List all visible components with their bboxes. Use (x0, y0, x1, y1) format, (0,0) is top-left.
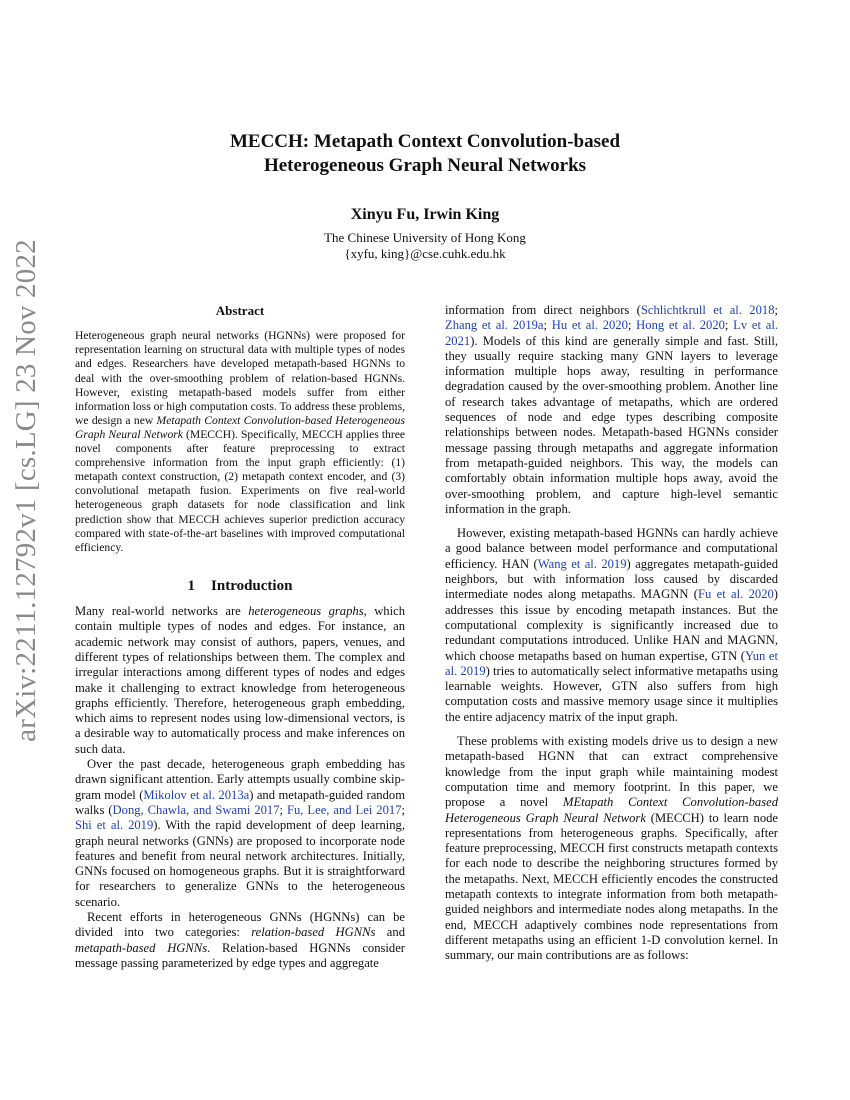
citation-link[interactable]: Schlichtkrull et al. 2018 (640, 303, 775, 317)
left-column (75, 303, 405, 971)
section-heading-introduction (75, 579, 405, 594)
email: {xyfu, king}@cse.cuhk.edu.hk (344, 246, 506, 261)
intro-paragraph-3: Recent efforts in heterogeneous GNNs (HGNNs) can be divided into two categories: relation-based HGNNs and metapath-based HGNNs. Relation-based HGNNs consider message passing parameterized by edge types and aggregate (75, 910, 405, 970)
citation-link[interactable]: Mikolov et al. 2013a (143, 787, 250, 802)
citation-link[interactable]: Lv et al. 2021 (445, 318, 778, 348)
right-column (445, 303, 778, 963)
paper-title (75, 130, 775, 178)
citation-link[interactable]: Yun et al. 2019 (445, 648, 779, 678)
citation-link[interactable]: Hu et al. 2020 (551, 318, 628, 333)
authors: Xinyu Fu, Irwin King (350, 206, 500, 223)
paper-title-line-1: MECCH: Metapath Context Convolution-based (229, 131, 621, 152)
intro-paragraph-4: However, existing metapath-based HGNNs can hardly achieve a good balance between model performance and computational efficiency. HAN (Wang et al. 2019) aggregates metapath-guided neighbors, but with information loss caused by discarded intermediate nodes along metapaths. MAGNN (Fu et al. 2020) addresses this issue by encoding metapath instances. But the computational complexity is significantly increased due to redundant computations introduced. Unlike HAN and MAGNN, which choose metapaths based on human expertise, GTN (Yun et al. 2019) tries to automatically select informative metapaths using learnable weights. However, GTN also suffers from high computation costs and massive memory usage since it multiplies the entire adjacency matrix of the input graph. (445, 526, 779, 724)
intro-paragraph-3-continued: information from direct neighbors (Schlichtkrull et al. 2018; Zhang et al. 2019a; Hu et al. 2020; Hong et al. 2020; Lv et al. 2021). Models of this kind are generally simple and fast. Still, they usually require stacking many GNN layers to leverage information multiple hops away, resulting in performance degradation caused by the over-smoothing problem. Another line of research takes advantage of metapaths, which are ordered sequences of node and edge types describing composite relationships between nodes. Metapath-based HGNNs consider message passing through metapaths and aggregate information from metapath-guided neighbors. This way, the models can comfortably obtain information multiple hops away, avoid the over-smoothing problem, and capture high-level semantic information in the graph. (445, 303, 778, 516)
intro-paragraph-5: These problems with existing models drive us to design a new metapath-based HGNN that can extract comprehensive knowledge from the input graph while maintaining modest computation time and memory footprint. In this paper, we propose a novel MEtapath Context Convolution-based Heterogeneous Graph Neural Network (MECCH) to learn node representations from heterogeneous graphs. Specifically, after feature preprocessing, MECCH first constructs metapath contexts for each node to describe the neighboring structures formed by the metapaths. Next, MECCH efficiently encodes the constructed metapath contexts to integrate information from both metapath-guided neighbors and intermediate nodes along metapaths. In the end, MECCH adaptively combines node representations from different metapaths using an efficient 1-D convolution kernel. In summary, our main contributions are as follows: (445, 734, 779, 963)
affiliation-block (75, 230, 775, 262)
arxiv-identifier-text: arXiv:2211.12792v1 [cs.LG] 23 Nov 2022 (9, 238, 42, 742)
arxiv-identifier (6, 238, 46, 742)
abstract-heading: Abstract (215, 303, 265, 318)
citation-link[interactable]: Zhang et al. 2019a (445, 318, 544, 333)
affiliation: The Chinese University of Hong Kong (324, 230, 526, 245)
title-block (75, 130, 775, 262)
citation-link[interactable]: Dong, Chawla, and Swami 2017 (112, 802, 280, 817)
citation-link[interactable]: Wang et al. 2019 (537, 556, 627, 571)
citation-link[interactable]: Shi et al. 2019 (75, 818, 154, 833)
citation-link[interactable]: Fu, Lee, and Lei 2017 (287, 802, 402, 817)
intro-paragraph-2: Over the past decade, heterogeneous graph embedding has drawn significant attention. Early attempts usually combine skip-gram model (Mikolov et al. 2013a) and metapath-guided random walks (Dong, Chawla, and Swami 2017; Fu, Lee, and Lei 2017; Shi et al. 2019). With the rapid development of deep learning, graph neural networks (GNNs) are proposed to incorporate node features and benefit from neural network architectures. Initially, GNNs focused on homogeneous graphs. But it is straightforward for researchers to generalize GNNs to the heterogeneous scenario. (75, 757, 405, 909)
section-title: Introduction (211, 577, 293, 594)
intro-paragraph-1: Many real-world networks are heterogeneous graphs, which contain multiple types of nodes and edges. For instance, an academic network may consist of authors, papers, venues, and different types of relationships between them. The complex and irregular interactions among different types of nodes and edges make it challenging to extract knowledge from heterogeneous graphs efficiently. Therefore, heterogeneous graph embedding, which aims to represent nodes using low-dimensional vectors, is a desirable way to automatically process and make inferences on such data. (75, 604, 405, 756)
section-number: 1 (187, 577, 196, 594)
citation-link[interactable]: Hong et al. 2020 (636, 318, 725, 333)
citation-link[interactable]: Fu et al. 2020 (697, 587, 774, 602)
abstract-text: Heterogeneous graph neural networks (HGNNs) were proposed for representation learning on structural data with multiple types of nodes and edges. Researchers have developed metapath-based HGNNs to deal with the over-smoothing problem of relation-based HGNNs. However, existing metapath-based models suffer from either information loss or high computation costs. To address these problems, we design a new Metapath Context Convolution-based Heterogeneous Graph Neural Network (MECCH). Specifically, MECCH applies three novel components after feature preprocessing to extract comprehensive information from the input graph efficiently: (1) metapath context construction, (2) metapath context encoder, and (3) convolutional metapath fusion. Experiments on five real-world heterogeneous graph datasets for node classification and link prediction show that MECCH achieves superior prediction accuracy compared with state-of-the-art baselines with improved computational efficiency. (75, 329, 405, 554)
paper-title-line-2: Heterogeneous Graph Neural Networks (263, 155, 587, 176)
